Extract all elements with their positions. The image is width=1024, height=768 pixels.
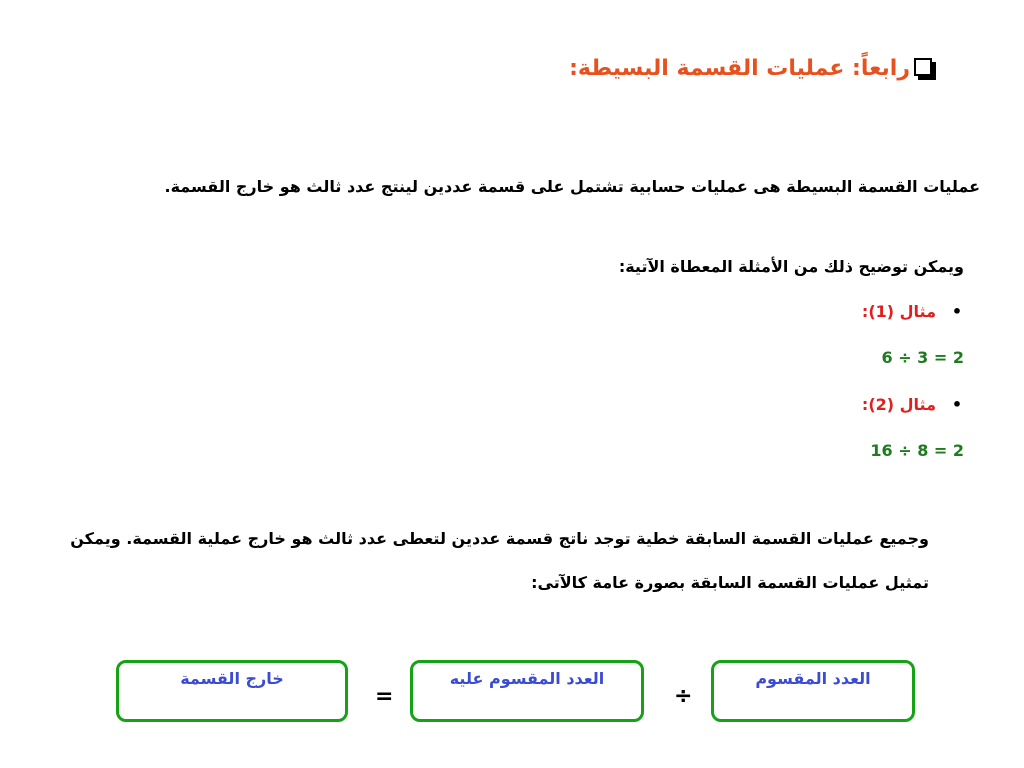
intro-text: ويمكن توضيح ذلك من الأمثلة المعطاة الآتية:	[618, 257, 964, 276]
definition-text: عمليات القسمة البسيطة هى عمليات حسابية تشتمل على قسمة عددين لينتج عدد ثالث هو خارج القسمة.	[164, 177, 980, 196]
heading-title: رابعاً: عمليات القسمة البسيطة:	[569, 56, 910, 81]
example-2-item	[862, 395, 964, 414]
example-1-item	[862, 302, 964, 321]
divide-operator: ÷	[674, 684, 693, 709]
example-1-equation: 6 ÷ 3 = 2	[881, 348, 964, 367]
dividend-box	[711, 660, 915, 722]
divisor-label: العدد المقسوم عليه	[449, 669, 605, 688]
summary-text: وجميع عمليات القسمة السابقة خطية توجد ناتج قسمة عددين لتعطى عدد ثالث هو خارج عملية القسمة. ويمكن تمثيل عمليات القسمة السابقة بصورة عامة كالآتى:	[70, 529, 929, 592]
quotient-label: خارج القسمة	[180, 669, 284, 688]
section-heading	[569, 56, 936, 81]
quotient-box	[116, 660, 348, 722]
example-2-equation: 16 ÷ 8 = 2	[870, 441, 964, 460]
bullet-icon: •	[951, 395, 963, 414]
bullet-icon: •	[951, 302, 963, 321]
equals-operator: =	[375, 684, 394, 709]
example-2-label: مثال (2):	[861, 395, 936, 414]
example-1-label: مثال (1):	[861, 302, 936, 321]
dividend-label: العدد المقسوم	[755, 669, 871, 688]
divisor-box	[410, 660, 644, 722]
checkbox-square-icon	[914, 58, 936, 80]
